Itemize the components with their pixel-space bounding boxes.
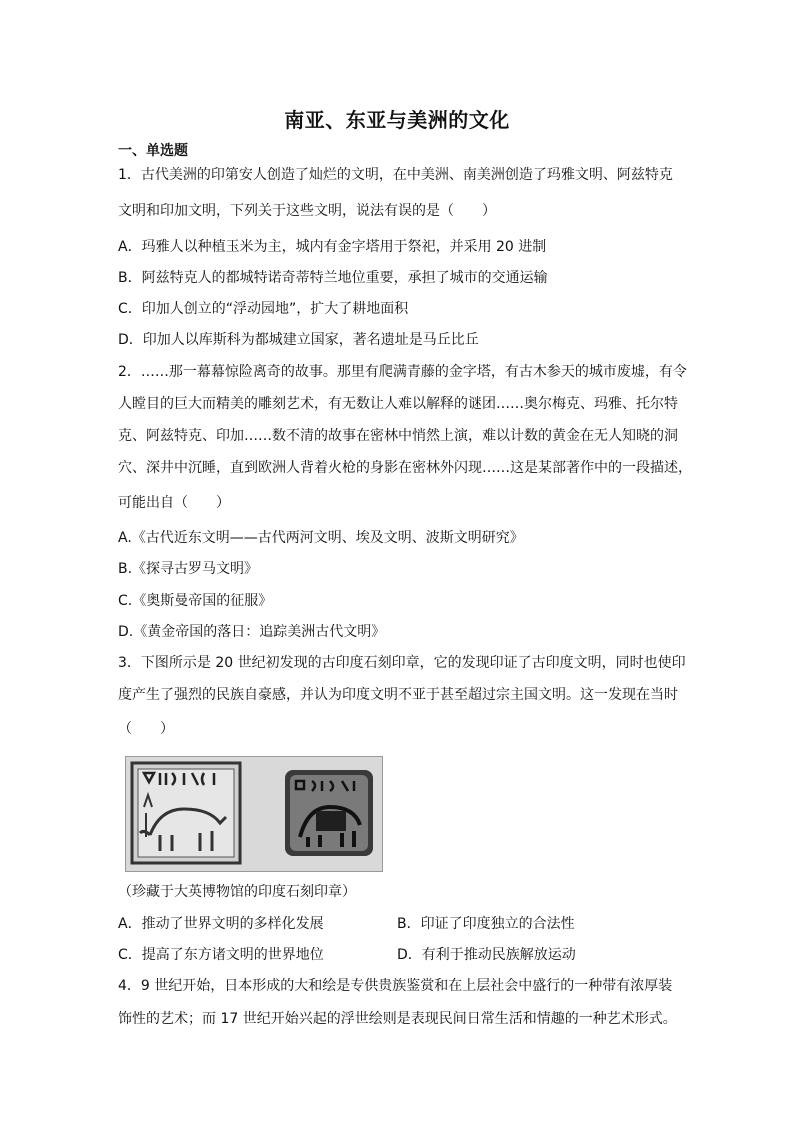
q3-option-b: B．印证了印度独立的合法性 bbox=[397, 916, 575, 932]
page-title: 南亚、东亚与美洲的文化 bbox=[284, 108, 510, 132]
q1-option-a: A．玛雅人以种植玉米为主，城内有金字塔用于祭祀，并采用 20 进制 bbox=[118, 239, 547, 255]
q2-stem-line-3: 克、阿兹特克、印加……数不清的故事在密林中悄然上演，难以计数的黄金在无人知晓的洞 bbox=[118, 428, 678, 444]
q1-option-b: B．阿兹特克人的都城特诺奇蒂特兰地位重要，承担了城市的交通运输 bbox=[118, 270, 548, 286]
q1-stem-line-2: 文明和印加文明，下列关于这些文明，说法有误的是（ ） bbox=[118, 203, 496, 219]
q2-stem-line-4: 穴、深井中沉睡，直到欧洲人背着火枪的身影在密林外闪现……这是某部著作中的一段描述， bbox=[118, 460, 692, 476]
q2-stem-line-2: 人瞠目的巨大而精美的雕刻艺术，有无数让人难以解释的谜团……奥尔梅克、玛雅、托尔特 bbox=[118, 396, 678, 412]
q2-option-c: C.《奥斯曼帝国的征服》 bbox=[118, 593, 273, 609]
q3-option-c: C．提高了东方诸文明的世界地位 bbox=[118, 947, 324, 963]
q2-option-a: A.《古代近东文明——古代两河文明、埃及文明、波斯文明研究》 bbox=[118, 530, 524, 546]
q1-stem-line-1: 1．古代美洲的印第安人创造了灿烂的文明，在中美洲、南美洲创造了玛雅文明、阿兹特克 bbox=[118, 167, 673, 183]
q3-stem-line-2: 度产生了强烈的民族自豪感，并认为印度文明不亚于甚至超过宗主国文明。这一发现在当时 bbox=[118, 687, 678, 703]
q4-stem-line-2: 饰性的艺术；而 17 世纪开始兴起的浮世绘则是表现民间日常生活和情趣的一种艺术形式。 bbox=[118, 1011, 677, 1027]
q2-option-d: D.《黄金帝国的落日：追踪美洲古代文明》 bbox=[118, 624, 386, 640]
q3-option-d: D．有利于推动民族解放运动 bbox=[397, 947, 576, 963]
q2-option-b: B.《探寻古罗马文明》 bbox=[118, 561, 259, 577]
q4-stem-line-1: 4．9 世纪开始，日本形成的大和绘是专供贵族鉴赏和在上层社会中盛行的一种带有浓厚装 bbox=[118, 978, 673, 994]
q2-stem-line-1: 2．……那一幕幕惊险离奇的故事。那里有爬满青藤的金字塔，有古木参天的城市废墟，有令 bbox=[118, 364, 687, 380]
q1-option-d: D．印加人以库斯科为都城建立国家，著名遗址是马丘比丘 bbox=[118, 332, 479, 348]
section-heading: 一、单选题 bbox=[118, 143, 188, 159]
q3-option-a: A．推动了世界文明的多样化发展 bbox=[118, 916, 324, 932]
seal-photo bbox=[125, 756, 383, 872]
figure-caption: （珍藏于大英博物馆的印度石刻印章） bbox=[118, 884, 356, 900]
q3-stem-line-1: 3．下图所示是 20 世纪初发现的古印度石刻印章，它的发现印证了古印度文明，同时也使印 bbox=[118, 655, 686, 671]
q2-stem-line-5: 可能出自（ ） bbox=[118, 495, 230, 511]
seal-right-image bbox=[282, 767, 376, 859]
q1-option-c: C．印加人创立的“浮动园地”，扩大了耕地面积 bbox=[118, 301, 409, 317]
q3-stem-line-3: （ ） bbox=[118, 721, 174, 737]
seal-left-image bbox=[130, 761, 242, 865]
